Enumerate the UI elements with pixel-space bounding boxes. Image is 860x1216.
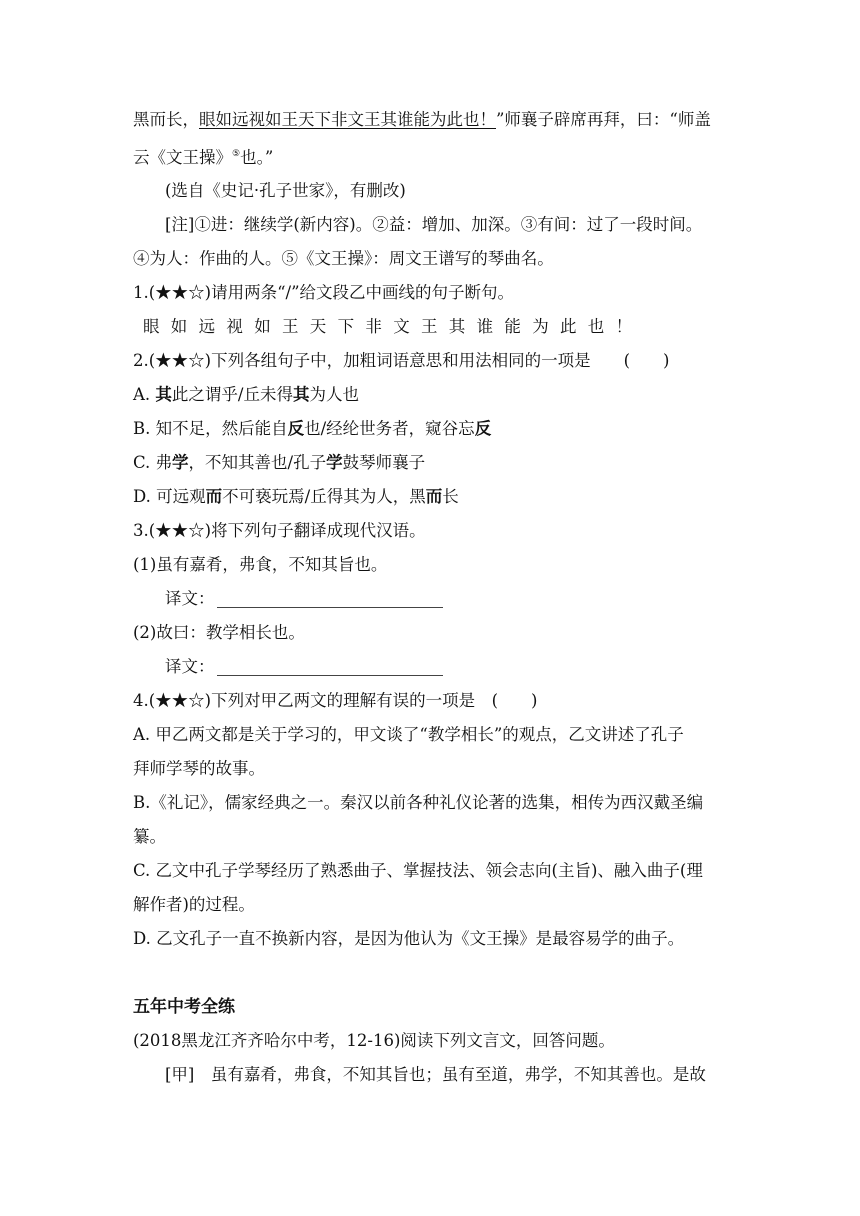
translation-label: 译文：: [165, 657, 215, 676]
bold-word: 学: [172, 453, 189, 472]
question-4-option-c-line-1: C. 乙文中孔子学琴经历了熟悉曲子、掌握技法、领会志向(主旨)、融入曲子(理: [133, 861, 703, 880]
question-2-option-c: [133, 446, 733, 480]
option-label: A.: [133, 385, 156, 404]
bold-word: 学: [326, 453, 343, 472]
question-2-option-a: [133, 378, 733, 412]
option-label: D. 可远观: [133, 487, 206, 506]
option-label: C. 弗: [133, 453, 173, 472]
text-fragment: 云《文王操》: [133, 148, 232, 167]
answer-blank-2[interactable]: [217, 655, 443, 676]
passage-jia-line-1: [165, 1058, 765, 1092]
text-fragment: ，不知其善也/孔子: [188, 453, 327, 472]
text-fragment: 为人也: [309, 385, 359, 404]
passage-b-line-2: [133, 137, 733, 175]
bold-word: 而: [425, 487, 443, 506]
question-2-option-d: [133, 480, 733, 514]
section-heading: 五年中考全练: [133, 997, 235, 1017]
notes-line-1: [注]①进：继续学(新内容)。②益：增加、加深。③有间：过了一段时间。: [165, 215, 703, 234]
bold-word: 反: [474, 419, 492, 438]
text-fragment: 长: [442, 487, 459, 506]
bold-word: 反: [287, 419, 305, 438]
question-1-stem: 1.(★★☆)请用两条“/”给文段乙中画线的句子断句。: [133, 283, 515, 302]
question-4-option-a-line-1: A. 甲乙两文都是关于学习的，甲文谈了“教学相长”的观点，乙文讲述了孔子: [133, 725, 684, 744]
text-fragment: ”师襄子辟席再拜，曰：“师盖: [496, 110, 711, 129]
text-fragment: 也/经纶世务者，窥谷忘: [304, 419, 475, 438]
notes-line-2: ④为人：作曲的人。⑤《文王操》：周文王谱写的琴曲名。: [133, 249, 554, 268]
question-2-stem: 2.(★★☆)下列各组句子中，加粗词语意思和用法相同的一项是 ( ): [133, 351, 670, 370]
note-marker: ⑤: [232, 149, 241, 159]
translation-line-2: [165, 650, 765, 684]
question-2-option-b: [133, 412, 733, 446]
section-intro: (2018黑龙江齐齐哈尔中考，12-16)阅读下列文言文，回答问题。: [133, 1031, 615, 1050]
text-fragment: 也。”: [240, 148, 274, 167]
passage-b-line-1: [133, 103, 733, 137]
option-label: B. 知不足，然后能自: [133, 419, 288, 438]
bold-word: 其: [155, 385, 172, 404]
question-1-sentence: 眼如远视如王天下非文王其谁能为此也！: [143, 317, 644, 336]
text-fragment: 黑而长，: [133, 110, 199, 129]
translation-label: 译文：: [165, 589, 215, 608]
question-4-option-b-line-1: B.《礼记》，儒家经典之一。秦汉以前各种礼仪论著的选集，相传为西汉戴圣编: [133, 793, 704, 812]
text-fragment: 虽有嘉肴，弗食，不知其旨也；虽有至道，弗学，不知其善也。是故: [194, 1065, 706, 1084]
bold-word: 而: [205, 487, 223, 506]
question-4-option-b-line-2: 纂。: [133, 827, 166, 846]
underlined-sentence: 眼如远视如王天下非文王其谁能为此也！: [199, 110, 496, 129]
translation-line-1: [165, 582, 765, 616]
answer-blank-1[interactable]: [217, 587, 443, 608]
bold-word: 其: [292, 385, 310, 404]
question-4-option-d: D. 乙文孔子一直不换新内容，是因为他认为《文王操》是最容易学的曲子。: [133, 929, 685, 948]
question-3-sentence-1: (1)虽有嘉肴，弗食，不知其旨也。: [133, 555, 388, 574]
question-3-stem: 3.(★★☆)将下列句子翻译成现代汉语。: [133, 521, 426, 540]
text-fragment: 鼓琴师襄子: [342, 453, 426, 472]
question-3-sentence-2: (2)故曰：教学相长也。: [133, 623, 305, 642]
question-4-option-a-line-2: 拜师学琴的故事。: [133, 759, 265, 778]
text-fragment: 此之谓乎/丘未得: [171, 385, 293, 404]
question-4-option-c-line-2: 解作者)的过程。: [133, 895, 255, 914]
question-4-stem: 4.(★★☆)下列对甲乙两文的理解有误的一项是 ( ): [133, 691, 538, 710]
text-fragment: 不可亵玩焉/丘得其为人，黑: [222, 487, 426, 506]
passage-label: [甲]: [165, 1065, 195, 1084]
passage-source: (选自《史记·孔子世家》，有删改): [165, 181, 406, 200]
